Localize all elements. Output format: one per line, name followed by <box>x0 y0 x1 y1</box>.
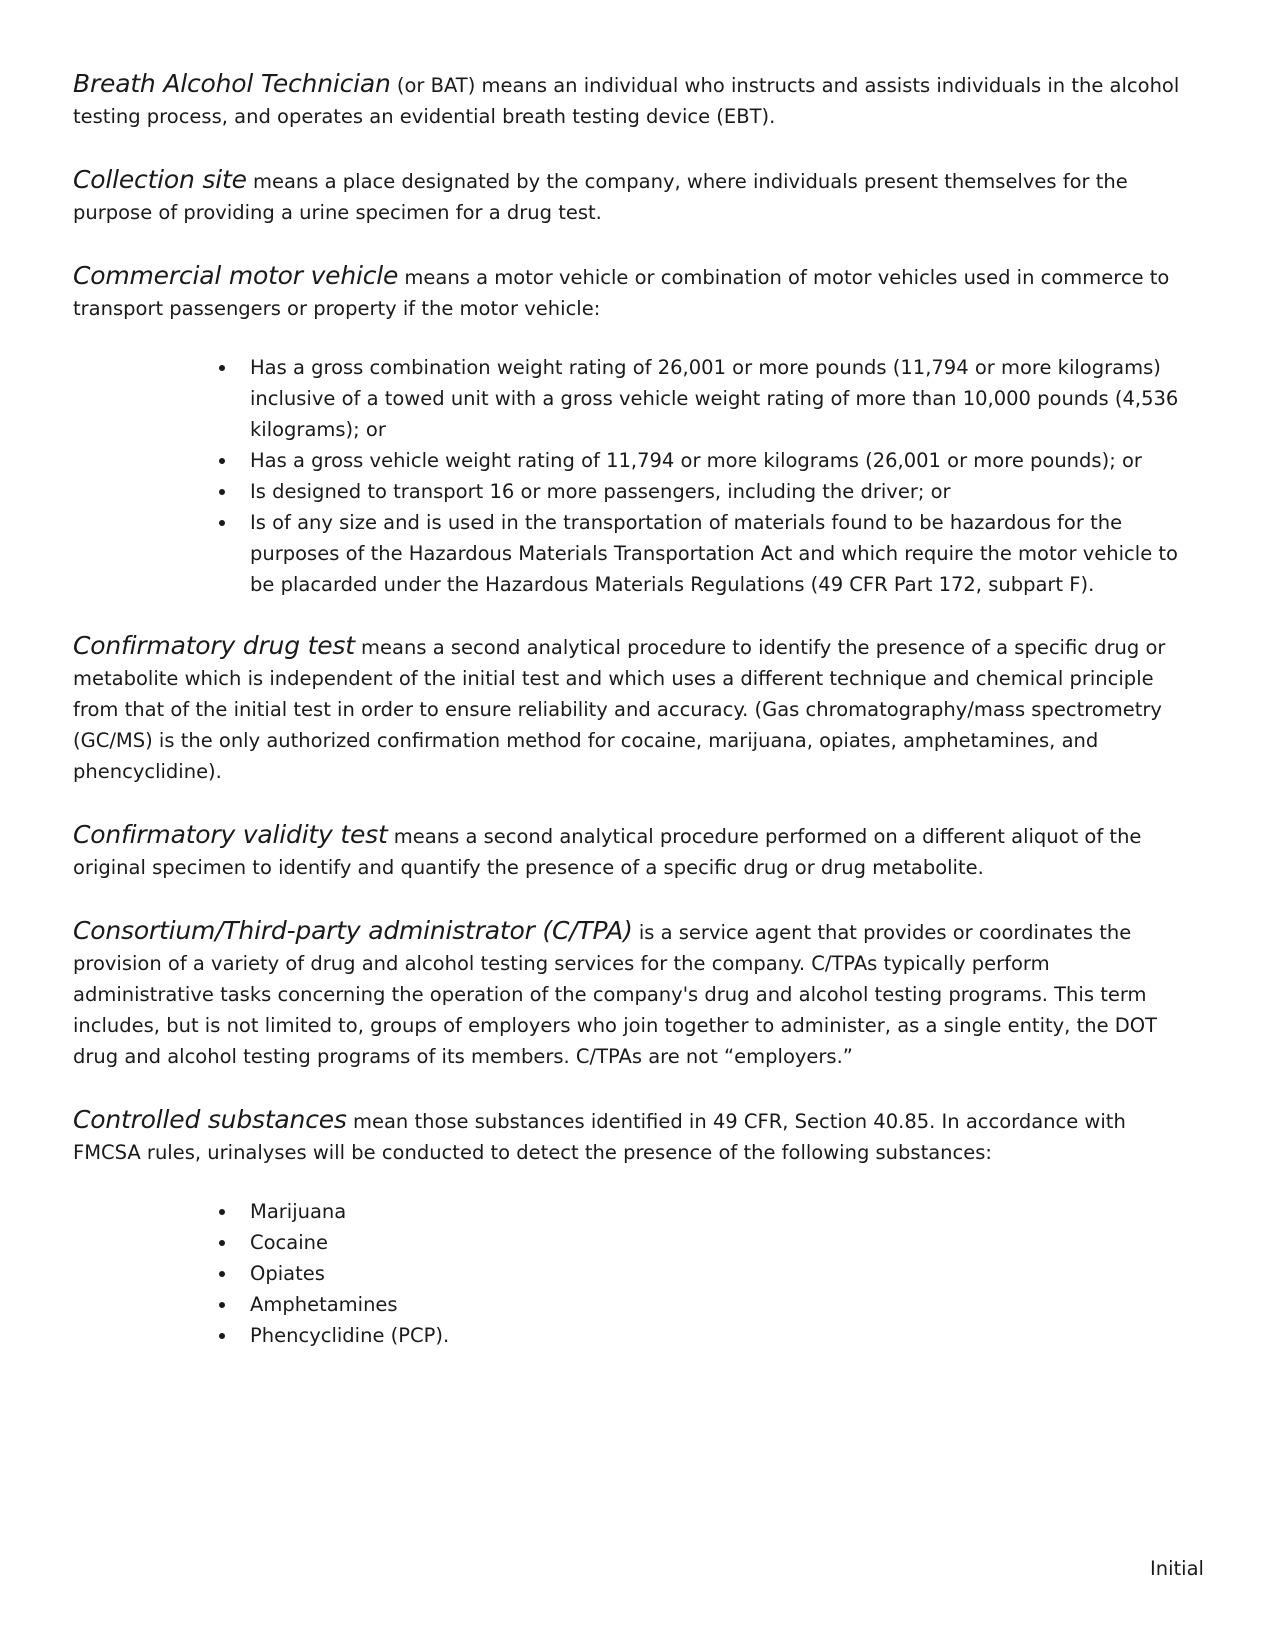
list-item: Is of any size and is used in the transportation of materials found to be hazardous for the purposes of the Hazardous Materials Transportation Act and which require the motor vehicle to be placarded under the Hazardous Materials Regulations (49 CFR Part 172, subpart F). <box>250 507 1195 600</box>
document-body <box>73 68 1195 1381</box>
definition-text: means a motor vehicle or combination of motor vehicles used in commerce to transport passengers or property if the motor vehicle: <box>73 266 1170 320</box>
definition-confirmatory-validity-test <box>73 819 1195 883</box>
list-item: Has a gross combination weight rating of 26,001 or more pounds (11,794 or more kilograms) inclusive of a towed unit with a gross vehicle weight rating of more than 10,000 pounds (4,536 kilograms); or <box>250 352 1195 445</box>
list-item: Cocaine <box>250 1227 1195 1258</box>
definition-collection-site <box>73 164 1195 228</box>
list-item: Phencyclidine (PCP). <box>250 1320 1195 1351</box>
definition-term: Confirmatory validity test <box>73 820 388 849</box>
substances-list <box>73 1196 1195 1351</box>
list-item: Is designed to transport 16 or more passengers, including the driver; or <box>250 476 1195 507</box>
definition-consortium-tpa <box>73 915 1195 1072</box>
definition-term: Commercial motor vehicle <box>73 261 399 290</box>
definition-text: means a second analytical procedure performed on a different aliquot of the original specimen to identify and quantify the presence of a specific drug or drug metabolite. <box>73 825 1142 879</box>
list-item: Opiates <box>250 1258 1195 1289</box>
list-item: Marijuana <box>250 1196 1195 1227</box>
definition-term: Breath Alcohol Technician <box>73 69 391 98</box>
definition-controlled-substances <box>73 1104 1195 1168</box>
definition-text: mean those substances identified in 49 CFR, Section 40.85. In accordance with FMCSA rules, urinalyses will be conducted to detect the presence of the following substances: <box>73 1110 1126 1164</box>
definition-text: is a service agent that provides or coordinates the provision of a variety of drug and alcohol testing services for the company. C/TPAs typically perform administrative tasks concerning the operation of the company's drug and alcohol testing programs. This term includes, but is not limited to, groups of employers who join together to administer, as a single entity, the DOT drug and alcohol testing programs of its members. C/TPAs are not “employers.” <box>73 921 1158 1068</box>
definition-text: means a second analytical procedure to identify the presence of a specific drug or metabolite which is independent of the initial test and which uses a different technique and chemical principle from that of the initial test in order to ensure reliability and accuracy. (Gas chromatography/mass spectrometry (GC/MS) is the only authorized confirmation method for cocaine, marijuana, opiates, amphetamines, and phencyclidine). <box>73 636 1166 783</box>
cmv-criteria-list <box>73 352 1195 600</box>
definition-term: Controlled substances <box>73 1105 347 1134</box>
definition-term: Collection site <box>73 165 247 194</box>
list-item: Has a gross vehicle weight rating of 11,794 or more kilograms (26,001 or more pounds); or <box>250 445 1195 476</box>
list-item: Amphetamines <box>250 1289 1195 1320</box>
initial-label: Initial <box>1150 1557 1204 1580</box>
definition-text: (or BAT) means an individual who instructs and assists individuals in the alcohol testing process, and operates an evidential breath testing device (EBT). <box>73 74 1180 128</box>
definition-term: Consortium/Third-party administrator (C/TPA) <box>73 916 633 945</box>
definition-term: Confirmatory drug test <box>73 631 355 660</box>
definition-confirmatory-drug-test <box>73 630 1195 787</box>
definition-commercial-motor-vehicle <box>73 260 1195 324</box>
definition-text: means a place designated by the company, where individuals present themselves for the purpose of providing a urine specimen for a drug test. <box>73 170 1128 224</box>
definition-breath-alcohol-technician <box>73 68 1195 132</box>
